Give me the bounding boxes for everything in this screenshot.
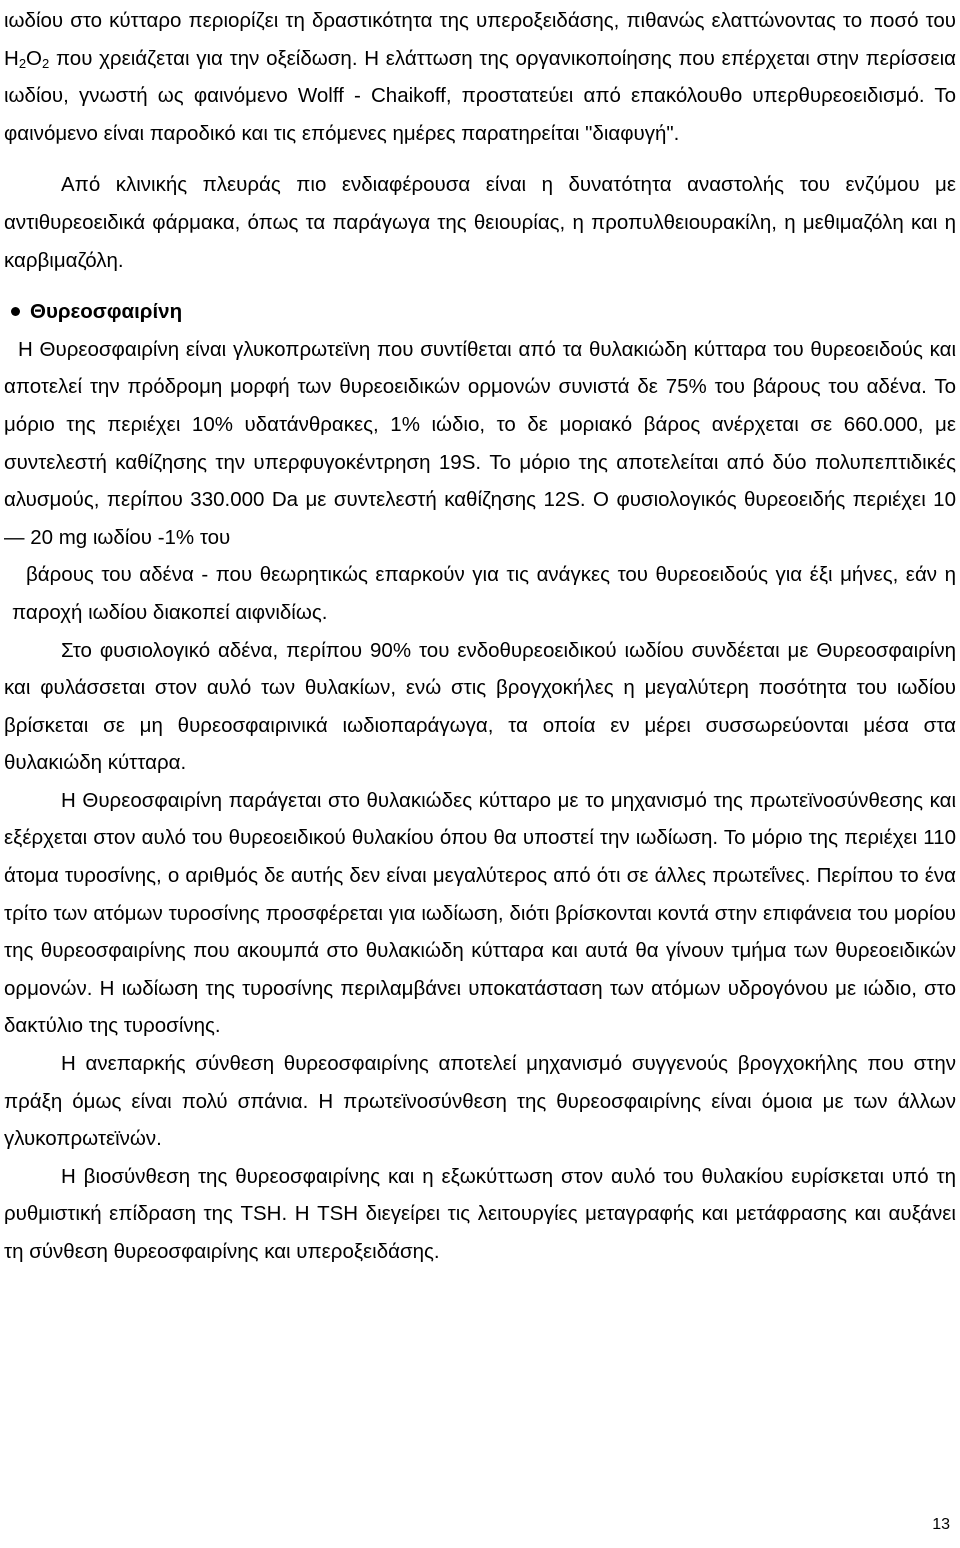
intro-text-part2: που χρειάζεται για την οξείδωση. Η ελάττωση της οργανικοποίησης που επέρχεται στην περίσσεια ιωδίου, γνωστή ως φαινόμενο Wolff - Chaikoff, προστατεύει από επακόλουθο υπερθυρεοειδισμό. Το φαινόμενο είναι παροδικό και τις επόμενες ημέρες παρατηρείται "διαφυγή". (4, 46, 956, 145)
thyroglobulin-continuation: βάρους του αδένα - που θεωρητικώς επαρκούν για τις ανάγκες του θυρεοειδούς για έξι μήνες, εάν η παροχή ιωδίου διακοπεί αιφνιδίως. (12, 563, 956, 624)
thyroglobulin-paragraph (4, 331, 956, 632)
document-page (4, 0, 956, 1271)
section-heading-text: Θυρεοσφαιρίνη (30, 300, 183, 324)
intro-text-part1: ιωδίου στο κύτταρο περιορίζει τη δραστικότητα της υπεροξειδάσης, πιθανώς ελαττώνοντας το ποσό του H (4, 9, 956, 70)
section-heading (4, 293, 956, 331)
bullet-icon (11, 307, 20, 316)
storage-paragraph: Στο φυσιολογικό αδένα, περίπου 90% του ενδοθυρεοειδικού ιωδίου συνδέεται με Θυρεοσφαιρίνη και φυλάσσεται στον αυλό των θυλακίων, ενώ στις βρογχοκήλες η μεγαλύτερη ποσότητα του ιωδίου βρίσκεται σε μη θυρεοσφαιρινικά ιωδιοπαράγωγα, τα οποία εν μέρει συσσωρεύονται μέσα στα θυλακιώδη κύτταρα. (4, 638, 956, 775)
clinical-paragraph: Από κλινικής πλευράς πιο ενδιαφέρουσα είναι η δυνατότητα αναστολής του ενζύμου με αντιθυρεοειδικά φάρμακα, όπως τα παράγωγα της θειουρίας, η προπυλθειουρακίλη, η μεθιμαζόλη και η καρβιμαζόλη. (4, 173, 956, 272)
synthesis-paragraph: Η Θυρεοσφαιρίνη παράγεται στο θυλακιώδες κύτταρο με το μηχανισμό της πρωτεϊνοσύνθεσης και εξέρχεται στον αυλό του θυρεοειδικού θυλακίου όπου θα υποστεί την ιωδίωση. Το μόριο της περιέχει 110 άτομα τυροσίνης, ο αριθμός δε αυτής δεν είναι μεγαλύτερος από ότι σε άλλες πρωτεΐνες. Περίπου το ένα τρίτο των ατόμων τυροσίνης προσφέρεται για ιωδίωση, διότι βρίσκονται κοντά στην επιφάνεια του μορίου της θυρεοσφαιρίνης που ακουμπά στο θυλακιώδη κύτταρα και αυτά θα γίνουν τμήμα των θυρεοειδικών ορμονών. Η ιωδίωση της τυροσίνης περιλαμβάνει υποκατάσταση των ατόμων υδρογόνου με ιώδιο, στο δακτύλιο της τυροσίνης. (4, 788, 956, 1038)
deficiency-paragraph: Η ανεπαρκής σύνθεση θυρεοσφαιρίνης αποτελεί μηχανισμό συγγενούς βρογχοκήλης που στην πράξη όμως είναι πολύ σπάνια. Η πρωτεϊνοσύνθεση της θυρεοσφαιρίνης είναι όμοια με των άλλων γλυκοπρωτεϊνών. (4, 1052, 956, 1151)
subscript-2: 2 (42, 55, 50, 71)
page-number: 13 (932, 1516, 950, 1533)
thyroglobulin-text: Η Θυρεοσφαιρίνη είναι γλυκοπρωτεϊνη που συντίθεται από τα θυλακιώδη κύτταρα του θυρεοειδούς και αποτελεί την πρόδρομη μορφή των θυρεοειδικών ορμονών συνιστά δε 75% του βάρους του αδένα. Το μόριο της περιέχει 10% υδατάνθρακες, 1% ιώδιο, το δε μοριακό βάρος ανέρχεται σε 660.000, με συντελεστή καθίζησης την υπερφυγοκέντρηση 19S. Το μόριο της αποτελείται από δύο πολυπεπτιδικές αλυσμούς, περίπου 330.000 Da με συντελεστή καθίζησης 12S. Ο φυσιολογικός θυρεοειδής περιέχει 10 — 20 mg ιωδίου -1% του (4, 337, 956, 549)
intro-text-oxygen: O (26, 46, 42, 70)
subscript-2: 2 (18, 55, 27, 71)
intro-paragraph (4, 2, 956, 152)
biosynthesis-paragraph: Η βιοσύνθεση της θυρεοσφαιρίνης και η εξωκύττωση στον αυλό του θυλακίου ευρίσκεται υπό τη ρυθμιστική επίδραση της TSH. Η TSH διεγείρει τις λειτουργίες μεταγραφής και μετάφρασης και αυξάνει τη σύνθεση θυρεοσφαιρίνης και υπεροξειδάσης. (4, 1164, 956, 1263)
